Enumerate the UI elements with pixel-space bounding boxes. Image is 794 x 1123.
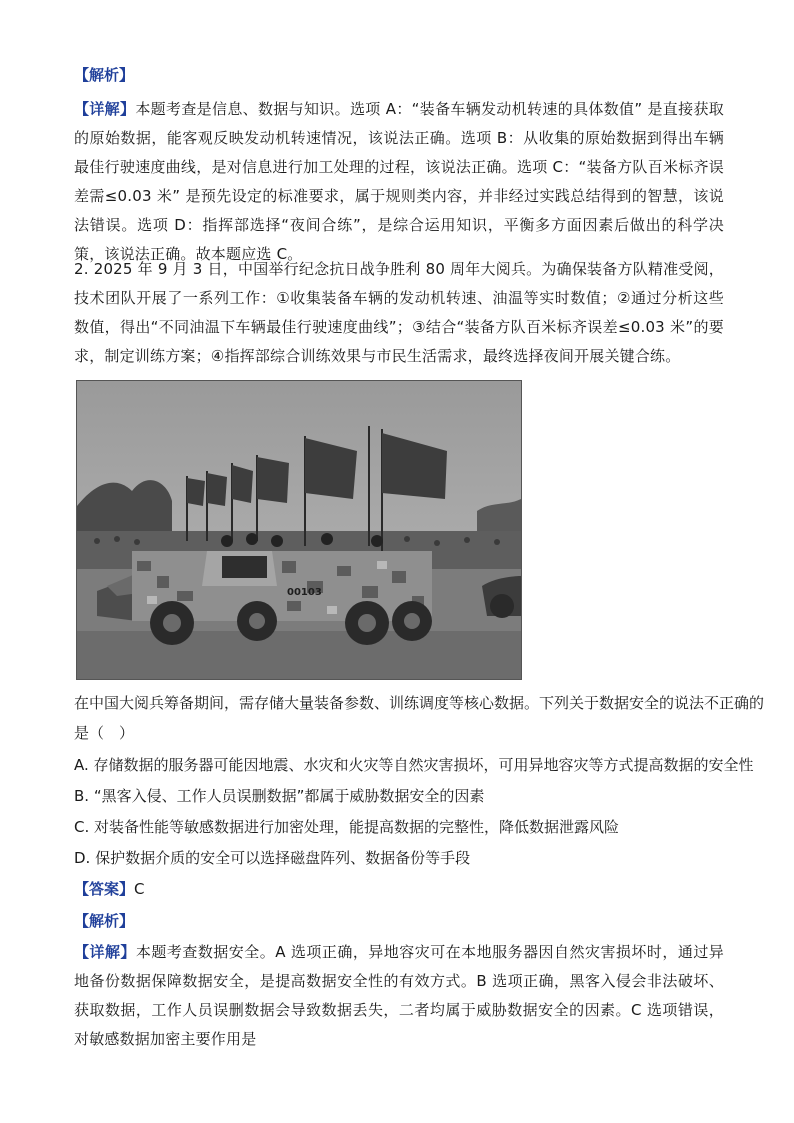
vehicle-plate: 00103 <box>287 587 322 598</box>
answer-value: C <box>134 880 145 898</box>
q2-stem: 2. 2025 年 9 月 3 日，中国举行纪念抗日战争胜利 80 周年大阅兵。为确保装备方队精准受阅，技术团队开展了一系列工作：①收集装备车辆的发动机转速、油温等实时数值；②通过分析这些数值，得出“不同油温下车辆最佳行驶速度曲线”；③结合“装备方队百米标齐误差≤0.03 米”的要求，制定训练方案；④指挥部综合训练效果与市民生活需求，最终选择夜间开展关键合练。 <box>74 260 724 365</box>
parade-photo <box>76 380 522 680</box>
analysis-tag: 【解析】 <box>74 66 135 84</box>
q1-detail-text: 本题考查是信息、数据与知识。选项 A：“装备车辆发动机转速的具体数值” 是直接获取的原始数据，能客观反映发动机转速情况，该说法正确。选项 B：从收集的原始数据到得出车辆最佳行驶速度曲线，是对信息进行加工处理的过程，该说法正确。选项 C：“装备方队百米标齐误差需≤0.03 米” 是预先设定的标准要求，属于规则类内容，并非经过实践总结得到的智慧，该说法错误。选项 D：指挥部选择“夜间合练”，是综合运用知识，平衡多方面因素后做出的科学决策，该说法正确。故本题应选 C。 <box>74 100 724 263</box>
q2-question-line2: 是（ ） <box>74 724 135 742</box>
q2-analysis-tag: 【解析】 <box>74 912 135 930</box>
q1-detail-paragraph <box>74 95 724 269</box>
q2-question-line1: 在中国大阅兵筹备期间，需存储大量装备参数、训练调度等核心数据。下列关于数据安全的说法不正确的 <box>74 694 765 712</box>
answer-line <box>74 879 734 899</box>
option-d: D. 保护数据介质的安全可以选择磁盘阵列、数据备份等手段 <box>74 849 471 867</box>
option-b: B. “黑客入侵、工作人员误删数据”都属于威胁数据安全的因素 <box>74 787 485 805</box>
q2-detail-tag: 【详解】 <box>74 943 136 961</box>
detail-tag: 【详解】 <box>74 100 136 118</box>
option-a: A. 存储数据的服务器可能因地震、水灾和火灾等自然灾害损坏，可用异地容灾等方式提高数据的安全性 <box>74 756 754 774</box>
q2-detail-text: 本题考查数据安全。A 选项正确，异地容灾可在本地服务器因自然灾害损坏时，通过异地备份数据保障数据安全，是提高数据安全性的有效方式。B 选项正确，黑客入侵会非法破坏、获取数据，工作人员误删数据会导致数据丢失，二者均属于威胁数据安全的因素。C 选项错误，对敏感数据加密主要作用是 <box>74 943 724 1048</box>
option-c: C. 对装备性能等敏感数据进行加密处理，能提高数据的完整性，降低数据泄露风险 <box>74 818 620 836</box>
answer-tag: 【答案】 <box>74 880 135 898</box>
q2-detail-paragraph <box>74 938 724 1054</box>
